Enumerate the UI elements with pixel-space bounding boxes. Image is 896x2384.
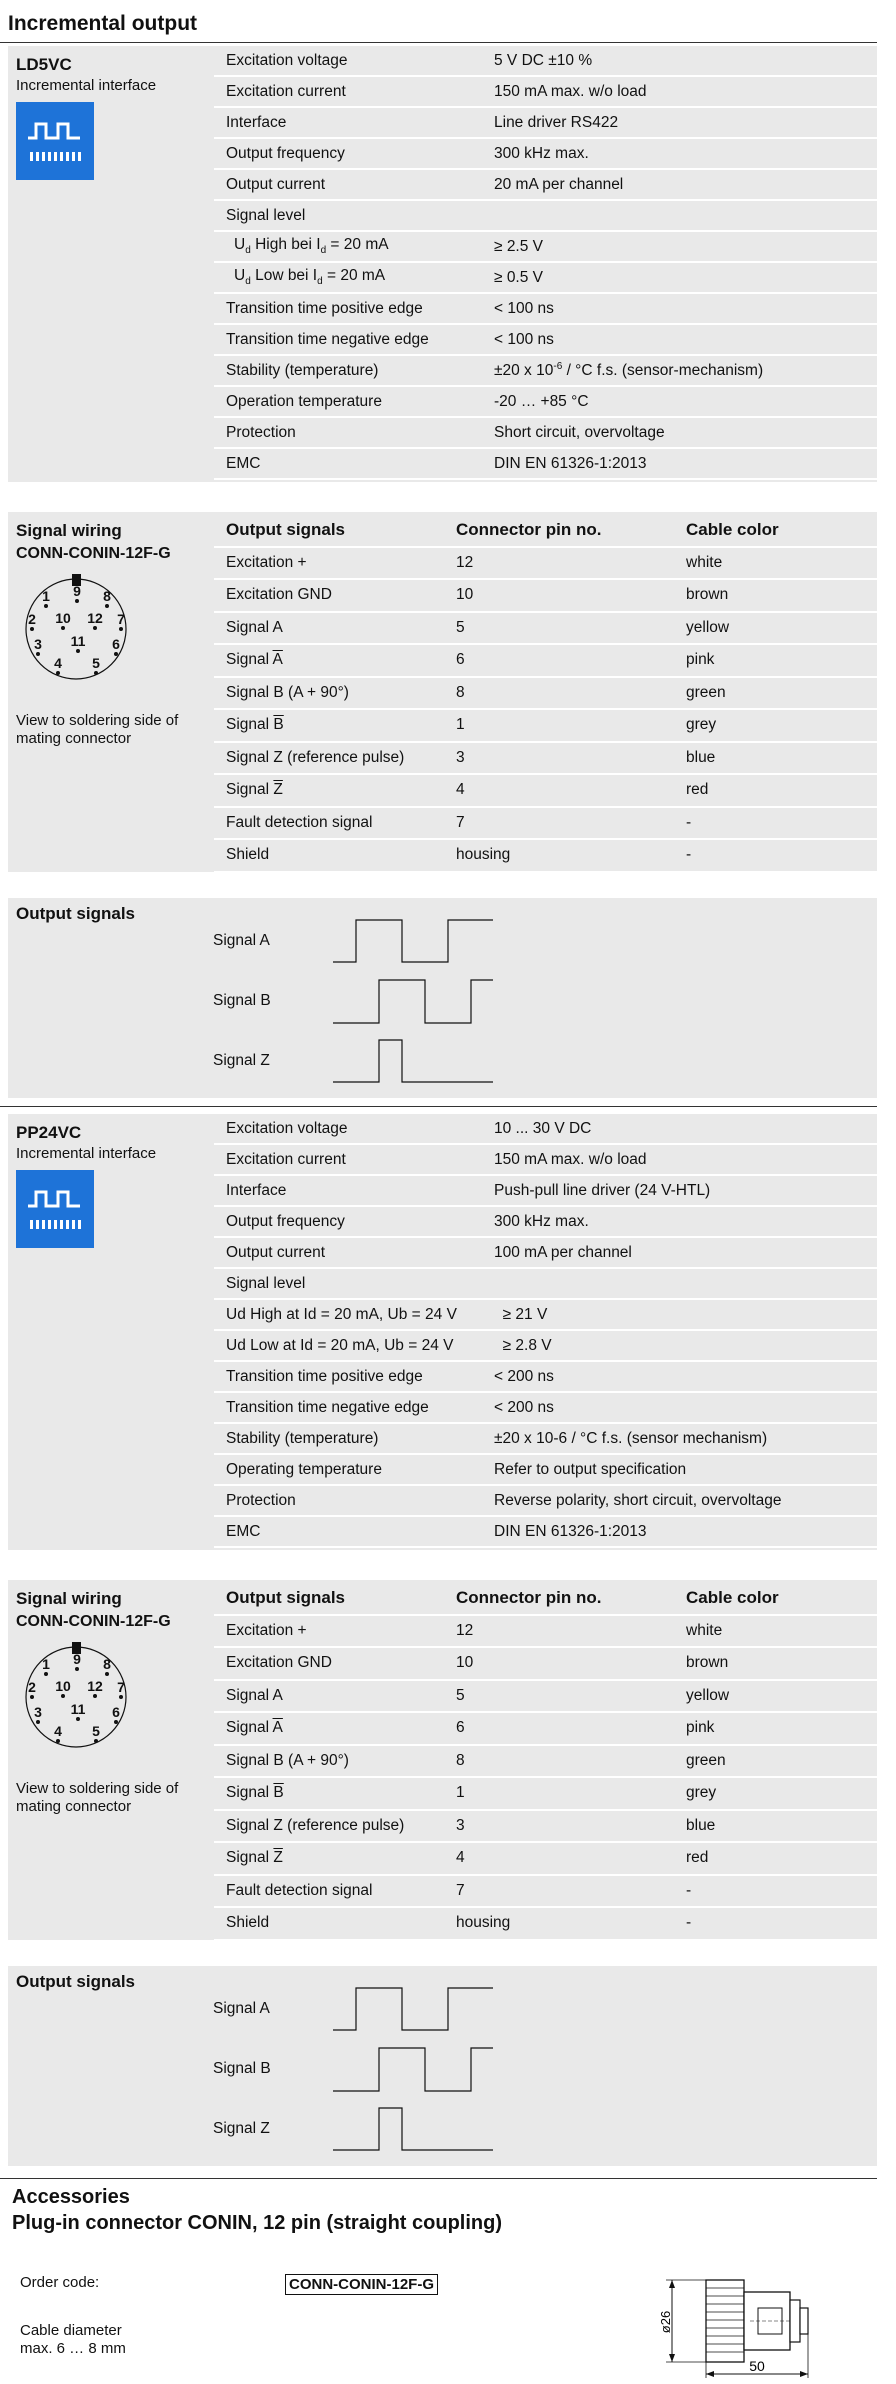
spec-row: EMC DIN EN 61326-1:2013 [214,1517,877,1548]
svg-text:5: 5 [92,1723,100,1739]
spec-row: Transition time negative edge < 100 ns [214,325,877,356]
spec-row: Protection Short circuit, overvoltage [214,418,877,449]
table-row: Excitation + 12 white [214,1616,877,1649]
svg-text:4: 4 [54,1723,62,1739]
svg-text:2: 2 [28,1679,36,1695]
spec-row: EMC DIN EN 61326-1:2013 [214,449,877,480]
signal-b-label: Signal B [213,992,271,1009]
table-row: Excitation GND 10 brown [214,1648,877,1681]
signal-b-label: Signal B [213,2060,271,2077]
table-row: Signal $\overline{B}$ 1 grey [214,1778,877,1811]
signal-wiring-title: Signal wiring [16,521,122,540]
svg-text:1: 1 [42,588,50,604]
svg-text:7: 7 [117,1679,125,1695]
signal-z-label: Signal Z [213,1052,270,1069]
order-code-value: CONN-CONIN-12F-G [285,2274,438,2295]
spec-row: Transition time positive edge < 200 ns [214,1362,877,1393]
spec-row: Transition time positive edge < 100 ns [214,294,877,325]
spec-row: Excitation voltage 5 V DC ±10 % [214,46,877,77]
svg-text:11: 11 [70,633,86,649]
model-name: PP24VC [16,1123,82,1142]
spec-row: Operating temperature Refer to output specification [214,1455,877,1486]
table-row: Signal $\overline{Z}$ 4 red [214,1843,877,1876]
svg-text:7: 7 [117,611,125,627]
svg-text:2: 2 [28,611,36,627]
signal-a-label: Signal A [213,932,270,949]
svg-text:12: 12 [87,1678,103,1694]
table-row: Excitation + 12 white [214,548,877,581]
signal-wiring-panel [8,1580,877,1940]
spec-row: Ud High at Id = 20 mA, Ub = 24 V ≥ 21 V [214,1300,877,1331]
table-row: Shield housing - [214,840,877,873]
svg-text:8: 8 [103,588,111,604]
signal-wiring-panel [8,512,877,872]
divider [0,42,877,43]
connector-pinout-diagram [16,574,206,688]
svg-text:9: 9 [73,1651,81,1667]
spec-row: Transition time negative edge < 200 ns [214,1393,877,1424]
signal-z-label: Signal Z [213,2120,270,2137]
svg-text:1: 1 [42,1656,50,1672]
incremental-signal-icon [16,1170,94,1248]
order-code-label: Order code: [20,2274,100,2291]
table-row: Shield housing - [214,1908,877,1941]
table-row: Signal Z (reference pulse) 3 blue [214,743,877,776]
table-row: Signal $\overline{B}$ 1 grey [214,710,877,743]
model-subtitle: Incremental interface [16,1145,157,1162]
svg-text:10: 10 [55,610,71,626]
spec-row: Stability (temperature) ±20 x 10-6 / °C f.s. (sensor mechanism) [214,1424,877,1455]
table-row: Excitation GND 10 brown [214,580,877,613]
table-row: Fault detection signal 7 - [214,1876,877,1909]
svg-text:6: 6 [112,636,120,652]
section-title: Incremental output [8,12,198,35]
table-row: Fault detection signal 7 - [214,808,877,841]
accessories-title: Accessories [12,2186,130,2208]
spec-row: Output current 20 mA per channel [214,170,877,201]
table-row: Signal B (A + 90°) 8 green [214,678,877,711]
connector-pinout-diagram [16,1642,206,1756]
spec-row-stability: Stability (temperature) ±20 x $10^{-6} / ^\circ C$ f.s. (sensor-mechanism) [214,356,877,387]
spec-row: Excitation voltage 10 ... 30 V DC [214,1114,877,1145]
svg-text:4: 4 [54,655,62,671]
spec-row: Excitation current 150 mA max. w/o load [214,77,877,108]
svg-text:3: 3 [34,636,42,652]
cable-diameter-label: Cable diameter [20,2322,122,2339]
output-signals-panel [8,1966,877,2166]
spec-row: Protection Reverse polarity, short circuit, overvoltage [214,1486,877,1517]
table-row: Signal A 5 yellow [214,1681,877,1714]
table-header: Output signals Connector pin no. Cable color [214,515,877,548]
svg-text:5: 5 [92,655,100,671]
table-row: Signal B (A + 90°) 8 green [214,1746,877,1779]
cable-diameter-value: max. 6 … 8 mm [20,2340,126,2357]
table-row: Signal Z (reference pulse) 3 blue [214,1811,877,1844]
spec-row: Signal level [214,1269,877,1300]
svg-text:11: 11 [70,1701,86,1717]
table-row: Signal $\overline{Z}$ 4 red [214,775,877,808]
svg-text:3: 3 [34,1704,42,1720]
spec-row: Operation temperature -20 … +85 °C [214,387,877,418]
model-subtitle: Incremental interface [16,77,157,94]
incremental-signal-icon [16,102,94,180]
output-signals-waveform [318,1982,498,2162]
spec-row: Output current 100 mA per channel [214,1238,877,1269]
output-signals-title: Output signals [16,1972,135,1991]
connector-dimension-drawing [650,2270,850,2382]
table-row: Signal A 5 yellow [214,613,877,646]
svg-text:6: 6 [112,1704,120,1720]
signal-a-label: Signal A [213,2000,270,2017]
connector-name: CONN-CONIN-12F-G [16,545,171,562]
svg-text:8: 8 [103,1656,111,1672]
table-row: Signal $\overline{A}$ 6 pink [214,1713,877,1746]
signal-wiring-title: Signal wiring [16,1589,122,1608]
spec-row-level-high: $U_d$ High bei $I_d = 20$ mA ≥ 2.5 V [214,232,877,263]
output-signals-title: Output signals [16,904,135,923]
table-header: Output signals Connector pin no. Cable color [214,1583,877,1616]
spec-row: Interface Push-pull line driver (24 V-HTL) [214,1176,877,1207]
spec-row: Excitation current 150 mA max. w/o load [214,1145,877,1176]
divider [0,2178,877,2179]
view-note: View to soldering side of mating connector [16,712,179,747]
length-label: 50 [749,2358,765,2374]
ld5vc-panel [8,46,877,482]
spec-row: Output frequency 300 kHz max. [214,139,877,170]
view-note: View to soldering side of mating connector [16,1780,179,1815]
pp24vc-panel [8,1114,877,1550]
spec-row-level-low: $U_d$ Low bei $I_d = 20$ mA ≥ 0.5 V [214,263,877,294]
spec-row: Interface Line driver RS422 [214,108,877,139]
svg-text:10: 10 [55,1678,71,1694]
output-signals-waveform [318,914,498,1094]
connector-name: CONN-CONIN-12F-G [16,1613,171,1630]
svg-text:9: 9 [73,583,81,599]
spec-row: Output frequency 300 kHz max. [214,1207,877,1238]
diameter-label: ø26 [658,2310,673,2334]
output-signals-panel [8,898,877,1098]
table-row: Signal $\overline{A}$ 6 pink [214,645,877,678]
model-name: LD5VC [16,55,72,74]
spec-row: Signal level [214,201,877,232]
divider [0,1106,877,1107]
svg-text:12: 12 [87,610,103,626]
spec-row: Ud Low at Id = 20 mA, Ub = 24 V ≥ 2.8 V [214,1331,877,1362]
accessories-subtitle: Plug-in connector CONIN, 12 pin (straight coupling) [12,2212,502,2234]
